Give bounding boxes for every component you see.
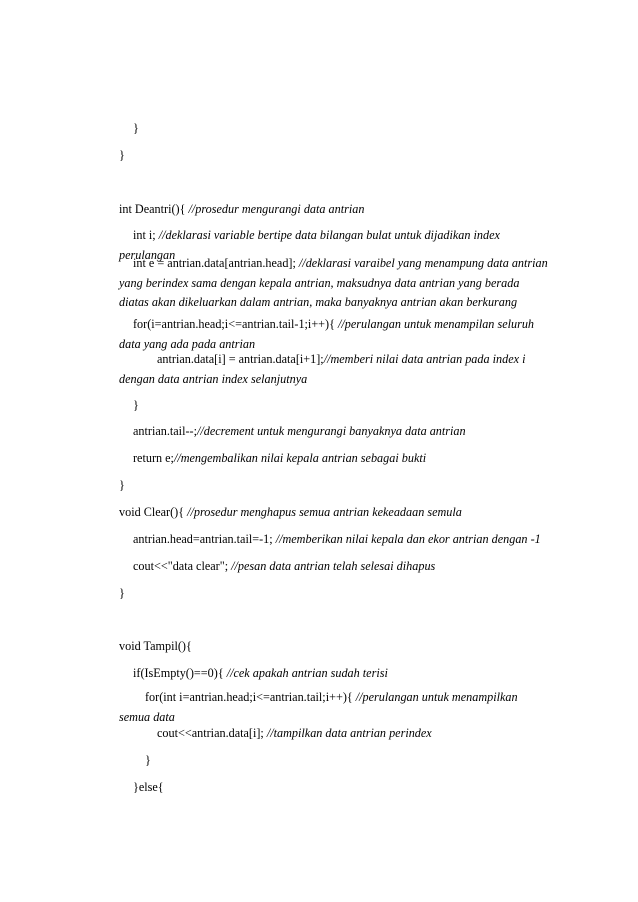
code-line bbox=[119, 664, 549, 684]
code-line bbox=[119, 503, 549, 523]
code-line bbox=[119, 396, 549, 416]
code-comment: //pesan data antrian telah selesai dihapus bbox=[231, 559, 436, 573]
code-text: void Tampil(){ bbox=[119, 639, 192, 653]
code-line bbox=[119, 254, 549, 313]
code-line bbox=[119, 530, 549, 550]
code-comment: //mengembalikan nilai kepala antrian sebagai bukti bbox=[173, 451, 427, 465]
code-text: void Clear(){ bbox=[119, 505, 188, 519]
code-text: } bbox=[119, 478, 125, 492]
code-text: } bbox=[119, 148, 125, 162]
code-text: int i; bbox=[133, 228, 159, 242]
code-text: for(i=antrian.head;i<=antrian.tail-1;i++){ bbox=[133, 317, 339, 331]
code-text: for(int i=antrian.head;i<=antrian.tail;i++){ bbox=[145, 690, 356, 704]
code-text: antrian.data[i] = antrian.data[i+1]; bbox=[157, 352, 324, 366]
code-line bbox=[119, 637, 549, 657]
code-text: return e; bbox=[133, 451, 174, 465]
code-line bbox=[119, 751, 549, 771]
code-text: if(IsEmpty()==0){ bbox=[133, 666, 227, 680]
code-text: int e = antrian.data[antrian.head]; bbox=[133, 256, 299, 270]
code-comment: //memberikan nilai kepala dan ekor antrian dengan -1 bbox=[275, 532, 541, 546]
code-line bbox=[119, 584, 549, 604]
code-comment: //perulangan untuk menampilan seluruh data yang ada pada antrian bbox=[119, 317, 535, 351]
code-comment: //cek apakah antrian sudah terisi bbox=[226, 666, 388, 680]
code-comment: //prosedur menghapus semua antrian kekeadaan semula bbox=[187, 505, 462, 519]
code-line bbox=[119, 557, 549, 577]
code-text: antrian.head=antrian.tail=-1; bbox=[133, 532, 276, 546]
code-text: } bbox=[133, 121, 139, 135]
code-comment: //memberi nilai data antrian pada index i dengan data antrian index selanjutnya bbox=[119, 352, 526, 386]
code-text: } bbox=[145, 753, 151, 767]
code-line bbox=[119, 724, 549, 744]
code-comment: //decrement untuk mengurangi banyaknya data antrian bbox=[196, 424, 466, 438]
code-text: } bbox=[133, 398, 139, 412]
code-comment: //tampilkan data antrian perindex bbox=[266, 726, 432, 740]
code-line bbox=[119, 146, 549, 166]
code-comment: //perulangan untuk menampilkan semua data bbox=[119, 690, 518, 724]
code-line bbox=[119, 688, 549, 727]
code-text: cout<<antrian.data[i]; bbox=[157, 726, 267, 740]
code-comment: //prosedur mengurangi data antrian bbox=[188, 202, 365, 216]
code-line bbox=[119, 315, 549, 354]
code-text: } bbox=[119, 586, 125, 600]
code-text: }else{ bbox=[133, 780, 164, 794]
code-comment: //deklarasi variable bertipe data bilangan bulat untuk dijadikan index perulangan bbox=[119, 228, 500, 262]
code-line bbox=[119, 449, 549, 469]
code-line bbox=[119, 350, 549, 389]
code-comment: //deklarasi varaibel yang menampung data antrian yang berindex sama dengan kepala antrian, maksudnya data antrian yang berada diatas akan dikeluarkan dalam antrian, maka banyaknya antrian akan berkurang bbox=[119, 256, 548, 309]
code-line bbox=[119, 200, 549, 220]
code-line bbox=[119, 778, 549, 798]
code-text: antrian.tail--; bbox=[133, 424, 197, 438]
code-text: cout<<"data clear"; bbox=[133, 559, 232, 573]
code-line bbox=[119, 119, 549, 139]
code-line bbox=[119, 422, 549, 442]
code-text: int Deantri(){ bbox=[119, 202, 189, 216]
code-line bbox=[119, 476, 549, 496]
